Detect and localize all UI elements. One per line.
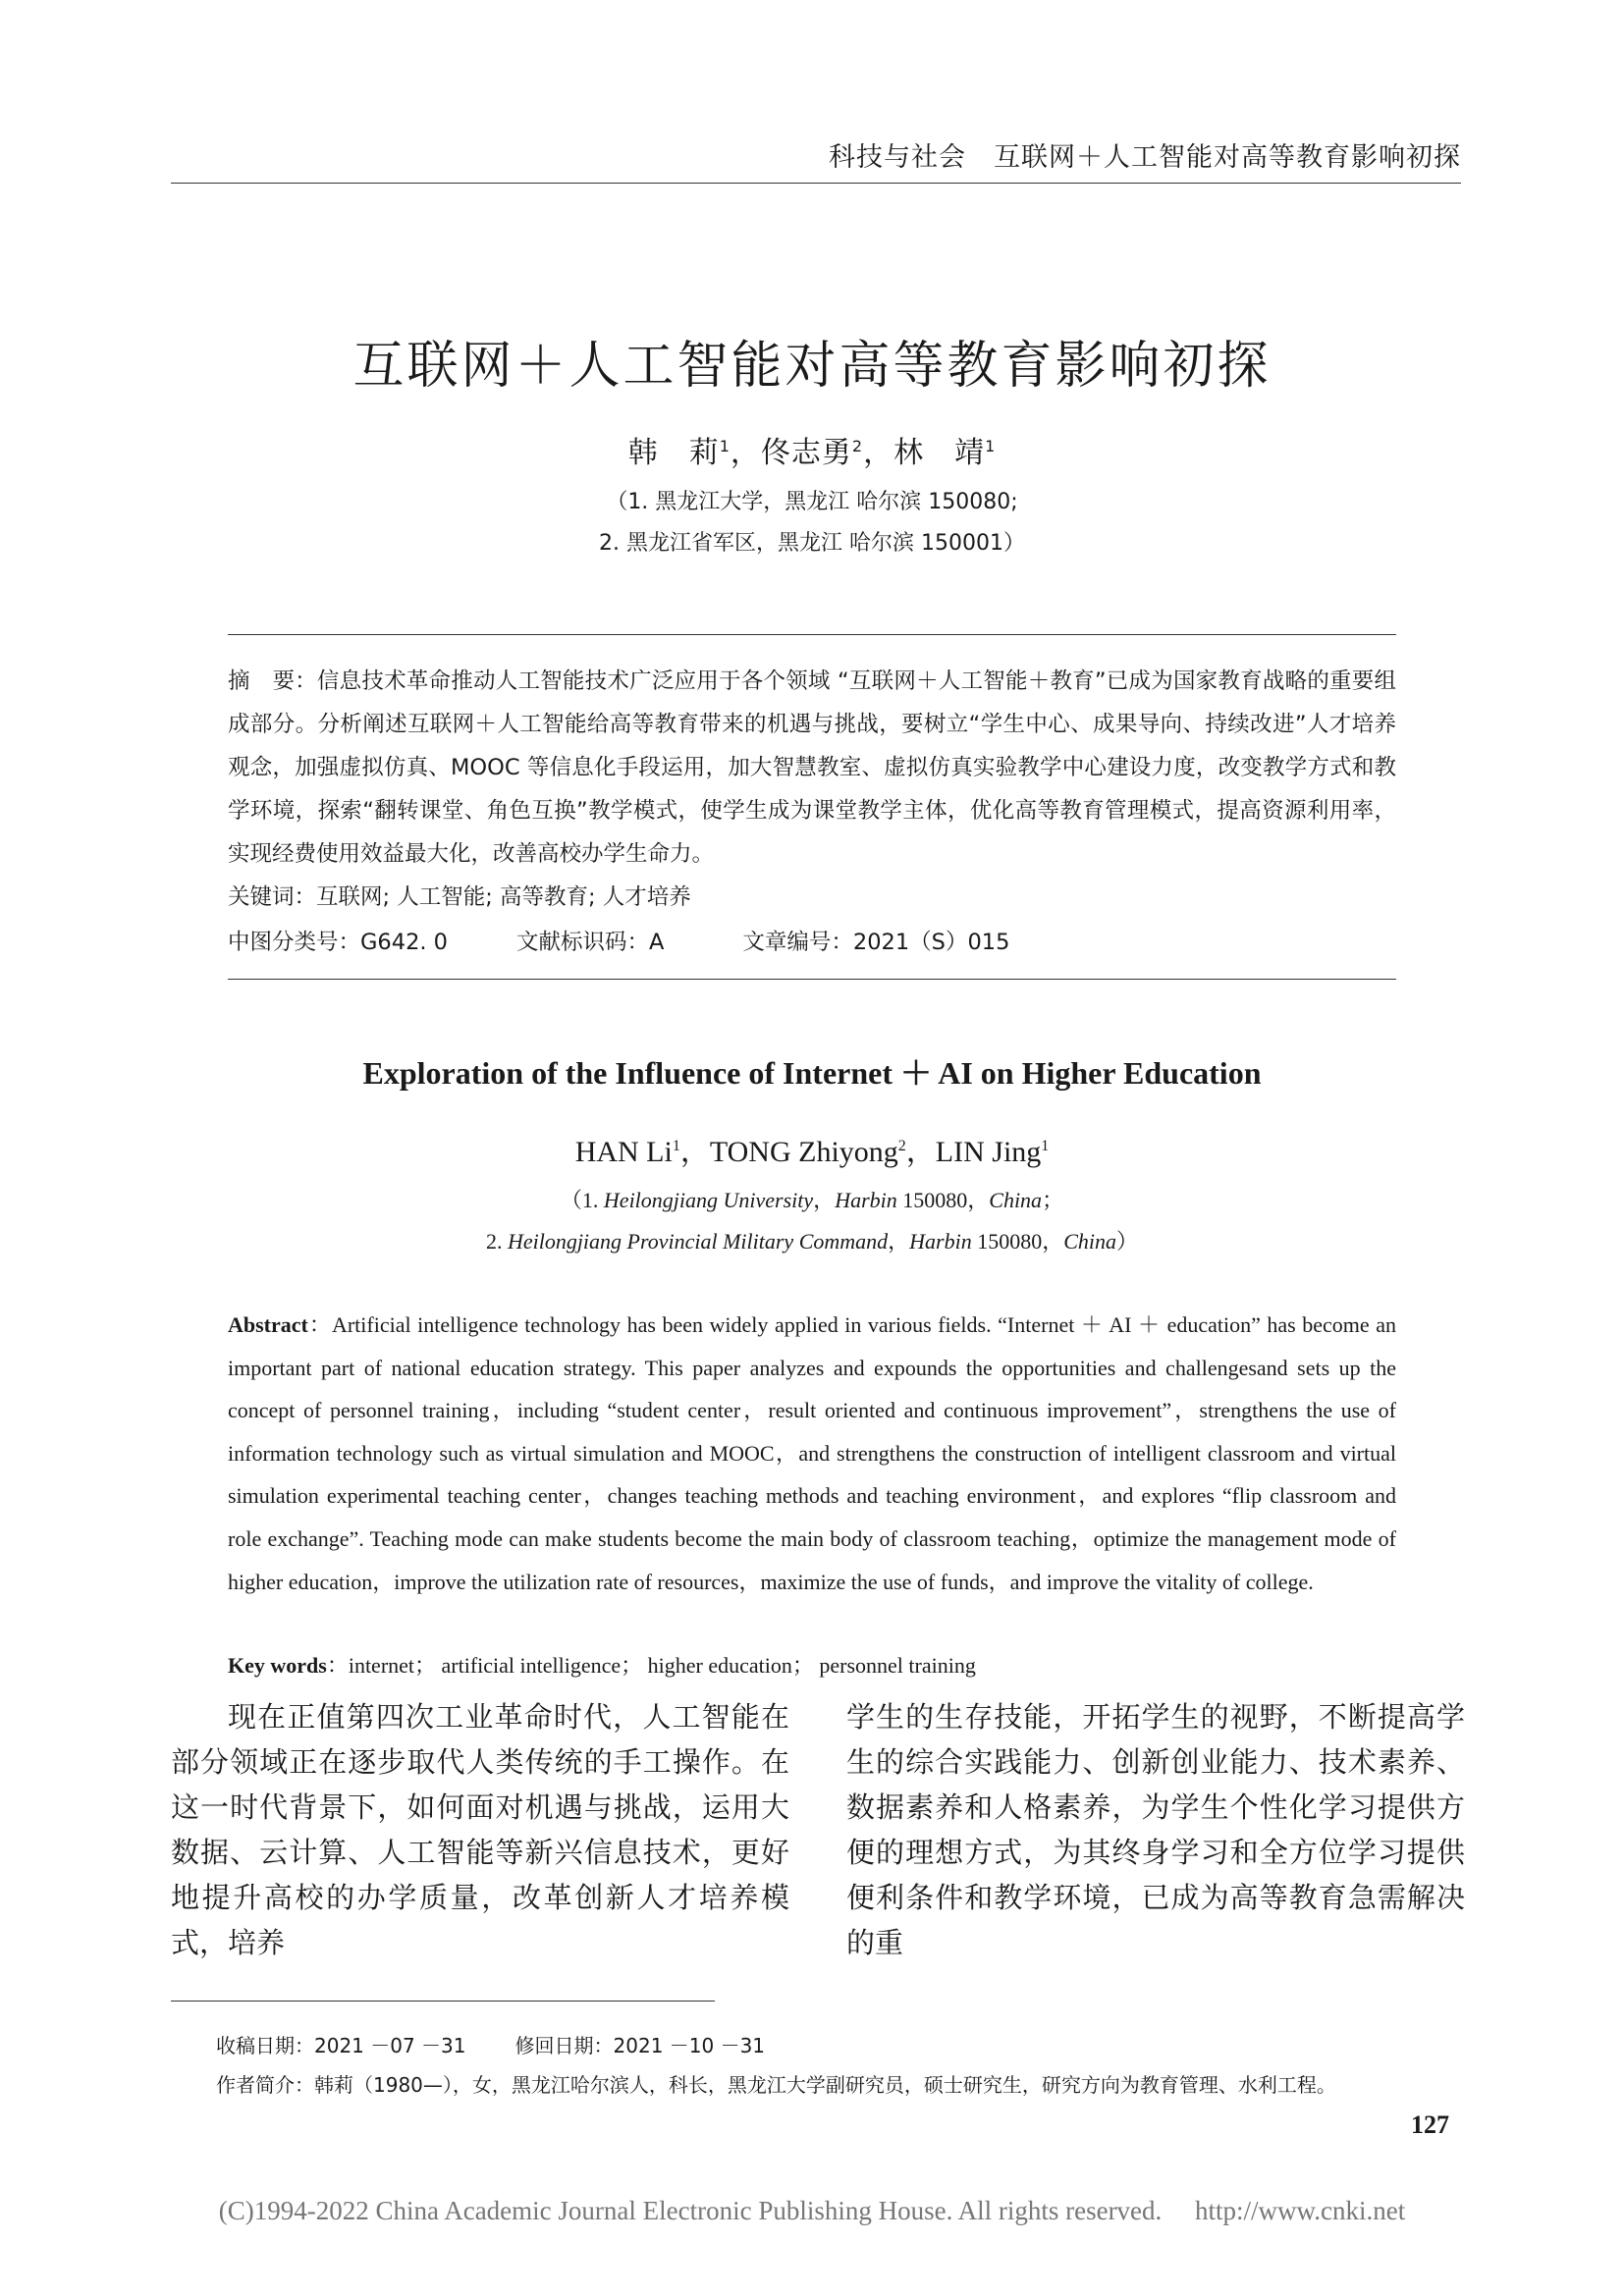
- author-sep: ，: [730, 436, 761, 470]
- abstract-top-rule: [228, 634, 1396, 635]
- author-en-3: LIN Jing: [935, 1136, 1042, 1168]
- document-code: 文献标识码：A: [516, 930, 665, 955]
- keywords-zh: [228, 880, 691, 911]
- keywords-zh-label: 关键词：: [228, 884, 317, 910]
- clc-number: 中图分类号：G642. 0: [228, 930, 449, 955]
- body-column-left: 现在正值第四次工业革命时代，人工智能在部分领域正在逐步取代人类传统的手工操作。在这一时代背景下，如何面对机遇与挑战，运用大数据、云计算、人工智能等新兴信息技术，更好地提升高校的办学质量，改革创新人才培养模式，培养: [171, 1700, 789, 1959]
- abstract-zh-label: 摘 要：: [228, 668, 317, 694]
- abstract-zh: [228, 660, 1396, 876]
- author-zh-2-sup: 2: [851, 437, 864, 455]
- aff-en-2-org: Heilongjiang Provincial Military Command: [507, 1229, 889, 1254]
- author-sep: ，: [905, 1136, 936, 1168]
- author-en-1: HAN Li: [574, 1136, 673, 1168]
- classification-row: [228, 925, 1009, 956]
- keywords-en-label: Key words: [228, 1653, 327, 1678]
- author-zh-2: 佟志勇: [760, 436, 852, 470]
- abstract-en-label: Abstract: [228, 1312, 308, 1337]
- title-zh: 互联网＋人工智能对高等教育影响初探: [352, 337, 1272, 396]
- copyright-watermark: (C)1994-2022 China Academic Journal Electronic Publishing House. All rights reserved. http://www.cnki.net: [218, 2196, 1406, 2225]
- article-number: 文章编号：2021（S）015: [742, 930, 1010, 955]
- footnote-dates: [216, 2030, 765, 2058]
- aff-en-1-org: Heilongjiang University: [603, 1188, 814, 1212]
- running-head: [829, 135, 1461, 174]
- aff-en-2-city: Harbin: [909, 1229, 972, 1254]
- revised-date: 修回日期：2021 －10 －31: [514, 2034, 766, 2057]
- affiliation-zh-1: （1. 黑龙江大学，黑龙江 哈尔滨 150080;: [606, 490, 1018, 514]
- author-en-1-sup: 1: [672, 1138, 680, 1154]
- running-head-section: 科技与社会: [829, 142, 966, 173]
- aff-en-1-end: ；: [1042, 1188, 1064, 1212]
- author-zh-1-sup: 1: [719, 437, 731, 455]
- abstract-en: [228, 1304, 1396, 1603]
- author-sep: ，: [863, 436, 894, 470]
- keywords-en-text: ：internet； artificial intelligence； higher education； personnel training: [326, 1653, 976, 1678]
- page-number: 127: [1411, 2110, 1449, 2139]
- aff-en-1-country: China: [989, 1188, 1043, 1212]
- running-head-title: 互联网＋人工智能对高等教育影响初探: [994, 142, 1461, 173]
- author-zh-3: 林 靖: [893, 436, 986, 470]
- footnote-author-bio: 作者简介：韩莉（1980—），女，黑龙江哈尔滨人，科长，黑龙江大学副研究员，硕士研究生，研究方向为教育管理、水利工程。: [216, 2073, 1336, 2097]
- header-rule: [171, 183, 1461, 184]
- abstract-zh-text: 信息技术革命推动人工智能技术广泛应用于各个领域 “互联网＋人工智能＋教育”已成为国家教育战略的重要组成部分。分析阐述互联网＋人工智能给高等教育带来的机遇与挑战，要树立“学生中心、成果导向、持续改进”人才培养观念，加强虚拟仿真、MOOC 等信息化手段运用，加大智慧教室、虚拟仿真实验教学中心建设力度，改变教学方式和教学环境，探索“翻转课堂、角色互换”教学模式，使学生成为课堂教学主体，优化高等教育管理模式，提高资源利用率，实现经费使用效益最大化，改善高校办学生命力。: [228, 668, 1396, 867]
- author-zh-3-sup: 1: [985, 437, 997, 455]
- aff-en-1-prefix: （1.: [560, 1188, 604, 1212]
- aff-en-2-end: ）: [1116, 1229, 1139, 1254]
- authors-zh: [0, 428, 1624, 471]
- aff-en-2-country: China: [1063, 1229, 1117, 1254]
- keywords-en: [228, 1649, 976, 1680]
- abstract-bottom-rule: [228, 979, 1396, 980]
- title-en: Exploration of the Influence of Internet ＋ AI on Higher Education: [362, 1055, 1262, 1091]
- aff-en-2-sep: ，: [888, 1229, 910, 1254]
- author-sep: ，: [679, 1136, 710, 1168]
- received-date: 收稿日期：2021 －07 －31: [216, 2034, 466, 2057]
- aff-en-2-prefix: 2.: [485, 1229, 508, 1254]
- keywords-zh-text: 互联网; 人工智能; 高等教育; 人才培养: [316, 884, 691, 910]
- aff-en-2-post: 150080，: [971, 1229, 1064, 1254]
- aff-en-1-city: Harbin: [835, 1188, 897, 1212]
- footnote-rule: [171, 2001, 715, 2002]
- aff-en-1-sep: ，: [813, 1188, 836, 1212]
- body-column-right: 学生的生存技能，开拓学生的视野，不断提高学生的综合实践能力、创新创业能力、技术素养、数据素养和人格素养，为学生个性化学习提供方便的理想方式，为其终身学习和全方位学习提供便利条件和教学环境，已成为高等教育急需解决的重: [846, 1700, 1465, 1959]
- aff-en-1-post: 150080，: [896, 1188, 990, 1212]
- author-en-3-sup: 1: [1041, 1138, 1050, 1154]
- affiliation-zh-2: 2. 黑龙江省军区，黑龙江 哈尔滨 150001）: [599, 531, 1025, 556]
- author-en-2: TONG Zhiyong: [709, 1136, 898, 1168]
- author-zh-1: 韩 莉: [627, 436, 720, 470]
- author-en-2-sup: 2: [897, 1138, 906, 1154]
- authors-en: [0, 1127, 1624, 1170]
- affiliation-en-2: [0, 1225, 1624, 1255]
- affiliation-en-1: [0, 1184, 1624, 1214]
- abstract-en-text: ：Artificial intelligence technology has been widely applied in various fields. “Internet ＋ AI ＋ education” has become an important part of national education strategy. This paper analyzes and expounds the opportunities and challengesand sets up the concept of personnel training，including “student center，result oriented and continuous improvement”，strengthens the use of information technology such as virtual simulation and MOOC，and strengthens the construction of intelligent classroom and virtual simulation experimental teaching center，changes teaching methods and teaching environment，and explores “flip classroom and role exchange”. Teaching mode can make students become the main body of classroom teaching，optimize the management mode of higher education，improve the utilization rate of resources，maximize the use of funds，and improve the vitality of college.: [228, 1312, 1396, 1594]
